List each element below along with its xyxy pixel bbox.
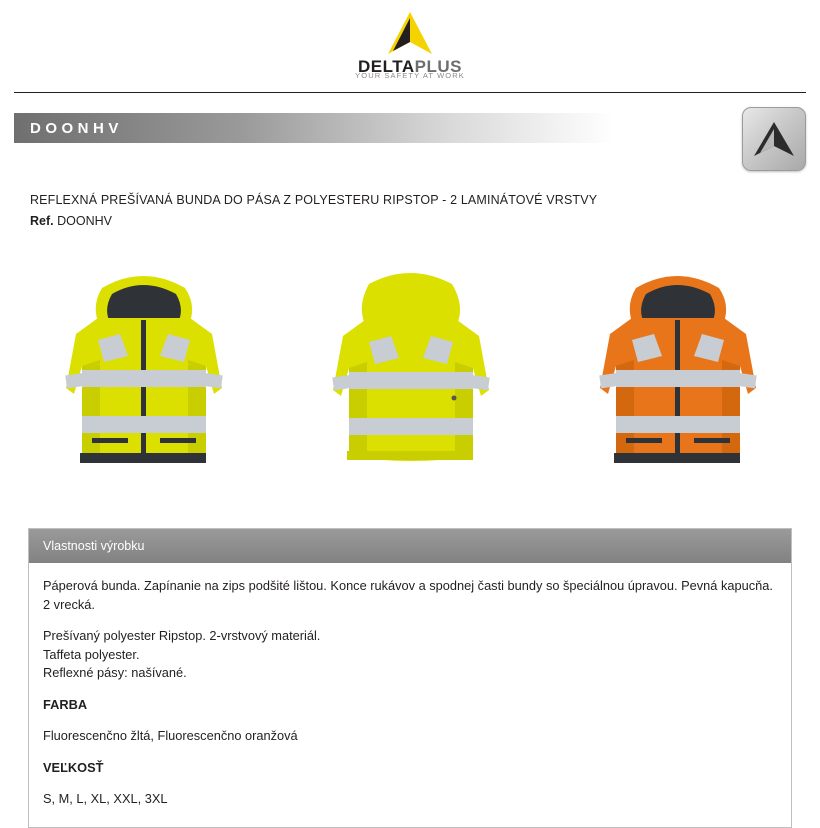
features-material-line-2: Taffeta polyester. <box>43 646 140 662</box>
product-description: REFLEXNÁ PREŠÍVANÁ BUNDA DO PÁSA Z POLYESTERU RIPSTOP - 2 LAMINÁTOVÉ VRSTVY <box>30 193 598 207</box>
delta-plus-badge-icon <box>742 107 806 171</box>
size-label: VEĽKOSŤ <box>43 759 104 775</box>
title-bar-area <box>14 107 806 175</box>
features-panel-body <box>29 563 791 827</box>
jacket-front-orange <box>570 248 785 483</box>
reference-title-bar <box>14 113 614 143</box>
features-material-line-3: Reflexné pásy: našívané. <box>43 665 187 681</box>
jacket-front-yellow <box>36 248 251 483</box>
reference-label: Ref. <box>30 214 54 228</box>
jacket-back-yellow <box>303 248 518 483</box>
features-material-line-1: Prešívaný polyester Ripstop. 2-vrstvový materiál. <box>43 628 321 644</box>
brand-logo-area <box>0 0 820 92</box>
features-panel-header: Vlastnosti výrobku <box>29 529 791 563</box>
delta-plus-logo <box>335 10 485 82</box>
color-label: FARBA <box>43 696 88 712</box>
brand-tagline: YOUR SAFETY AT WORK <box>355 71 465 80</box>
product-description-block <box>30 193 790 228</box>
features-paragraph-1: Páperová bunda. Zapínanie na zips podšité lištou. Konce rukávov a spodnej časti bundy so špeciálnou úpravou. Pevná kapucňa. 2 vrecká. <box>43 578 773 612</box>
size-value: S, M, L, XL, XXL, 3XL <box>43 791 168 807</box>
reference-value: DOONHV <box>57 214 112 228</box>
badge-triangle-icon <box>752 119 796 159</box>
header-divider <box>14 92 806 93</box>
product-features-panel <box>28 528 792 828</box>
reference-code: DOONHV <box>30 119 123 137</box>
color-value: Fluorescenčno žltá, Fluorescenčno oranžová <box>43 728 298 744</box>
svg-text:DELTAPLUS: DELTAPLUS <box>358 57 462 76</box>
product-reference-line <box>30 214 790 228</box>
product-image-gallery <box>0 248 820 488</box>
